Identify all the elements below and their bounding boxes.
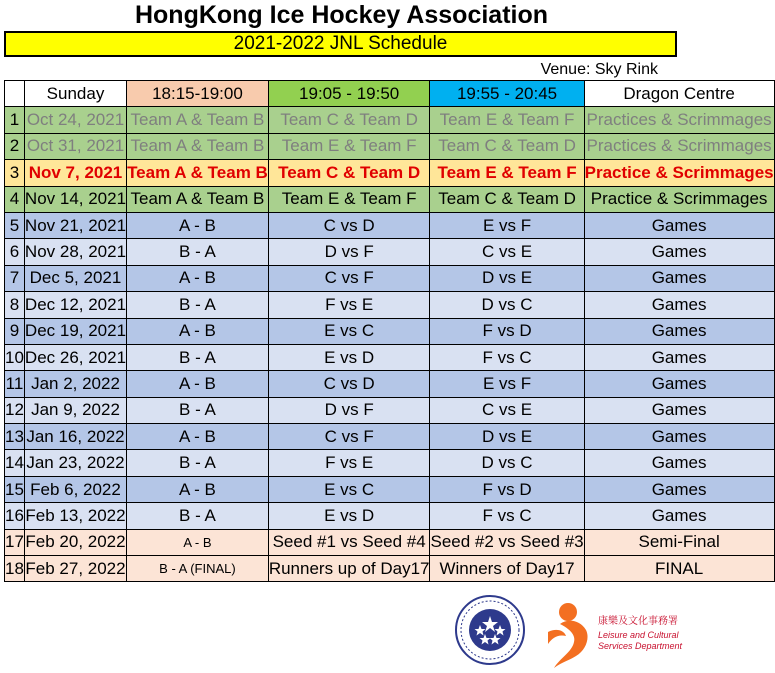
row-date: Dec 5, 2021 bbox=[24, 265, 126, 291]
header-number bbox=[5, 81, 25, 107]
schedule-row bbox=[5, 160, 775, 186]
row-date: Nov 28, 2021 bbox=[24, 239, 126, 265]
schedule-row bbox=[5, 292, 775, 318]
slot-2-cell: C vs F bbox=[268, 424, 430, 450]
row-date: Nov 21, 2021 bbox=[24, 212, 126, 238]
row-number: 4 bbox=[5, 186, 25, 212]
row-number: 15 bbox=[5, 476, 25, 502]
slot-1-cell: B - A bbox=[127, 344, 269, 370]
schedule-row bbox=[5, 371, 775, 397]
schedule-table bbox=[4, 80, 775, 582]
slot-3-cell: F vs C bbox=[430, 344, 584, 370]
schedule-row bbox=[5, 133, 775, 159]
venue-cell: Practices & Scrimmages bbox=[584, 107, 774, 133]
row-number: 7 bbox=[5, 265, 25, 291]
venue-cell: Games bbox=[584, 371, 774, 397]
schedule-row bbox=[5, 212, 775, 238]
page-title: HongKong Ice Hockey Association bbox=[134, 1, 549, 29]
row-date: Dec 19, 2021 bbox=[24, 318, 126, 344]
seal-logo-icon bbox=[456, 596, 524, 664]
slot-3-cell: Team C & Team D bbox=[430, 186, 584, 212]
row-number: 9 bbox=[5, 318, 25, 344]
row-date: Oct 24, 2021 bbox=[24, 107, 126, 133]
row-date: Jan 2, 2022 bbox=[24, 371, 126, 397]
row-number: 6 bbox=[5, 239, 25, 265]
venue-cell: FINAL bbox=[584, 556, 774, 582]
schedule-row bbox=[5, 529, 775, 555]
schedule-row bbox=[5, 503, 775, 529]
row-date: Jan 16, 2022 bbox=[24, 424, 126, 450]
row-number: 16 bbox=[5, 503, 25, 529]
slot-3-cell: F vs D bbox=[430, 318, 584, 344]
row-date: Feb 6, 2022 bbox=[24, 476, 126, 502]
slot-3-cell: D vs C bbox=[430, 292, 584, 318]
venue-cell: Games bbox=[584, 503, 774, 529]
slot-2-cell: C vs D bbox=[268, 371, 430, 397]
row-number: 8 bbox=[5, 292, 25, 318]
row-number: 14 bbox=[5, 450, 25, 476]
venue-cell: Practice & Scrimmages bbox=[584, 186, 774, 212]
schedule-row bbox=[5, 186, 775, 212]
row-number: 18 bbox=[5, 556, 25, 582]
slot-1-cell: A - B bbox=[127, 371, 269, 397]
slot-1-cell: A - B bbox=[127, 318, 269, 344]
row-date: Feb 13, 2022 bbox=[24, 503, 126, 529]
schedule-row bbox=[5, 265, 775, 291]
slot-3-cell: F vs D bbox=[430, 476, 584, 502]
venue-cell: Games bbox=[584, 424, 774, 450]
slot-2-cell: F vs E bbox=[268, 292, 430, 318]
lcsd-text-en-2: Services Department bbox=[598, 641, 683, 651]
slot-1-cell: A - B bbox=[127, 265, 269, 291]
schedule-row bbox=[5, 239, 775, 265]
slot-1-cell: A - B bbox=[127, 476, 269, 502]
slot-2-cell: Team E & Team F bbox=[268, 133, 430, 159]
row-number: 5 bbox=[5, 212, 25, 238]
slot-2-cell: Team C & Team D bbox=[268, 107, 430, 133]
venue-cell: Games bbox=[584, 344, 774, 370]
slot-3-cell: Seed #2 vs Seed #3 bbox=[430, 529, 584, 555]
slot-2-cell: E vs D bbox=[268, 344, 430, 370]
row-number: 13 bbox=[5, 424, 25, 450]
lcsd-text-en-1: Leisure and Cultural bbox=[598, 630, 679, 640]
slot-3-cell: C vs E bbox=[430, 397, 584, 423]
row-number: 11 bbox=[5, 371, 25, 397]
schedule-row bbox=[5, 344, 775, 370]
schedule-row bbox=[5, 556, 775, 582]
schedule-row bbox=[5, 397, 775, 423]
slot-3-cell: Winners of Day17 bbox=[430, 556, 584, 582]
slot-3-cell: E vs F bbox=[430, 212, 584, 238]
header-slot-1: 18:15-19:00 bbox=[127, 81, 269, 107]
slot-3-cell: Team C & Team D bbox=[430, 133, 584, 159]
slot-2-cell: Team E & Team F bbox=[268, 186, 430, 212]
row-number: 12 bbox=[5, 397, 25, 423]
slot-2-cell: Team C & Team D bbox=[268, 160, 430, 186]
row-date: Feb 20, 2022 bbox=[24, 529, 126, 555]
venue-cell: Games bbox=[584, 292, 774, 318]
row-date: Jan 23, 2022 bbox=[24, 450, 126, 476]
slot-2-cell: C vs F bbox=[268, 265, 430, 291]
lcsd-logo-icon bbox=[548, 603, 683, 668]
venue-cell: Games bbox=[584, 450, 774, 476]
venue-label: Venue: Sky Rink bbox=[540, 61, 658, 78]
venue-cell: Practice & Scrimmages bbox=[584, 160, 774, 186]
slot-1-cell: B - A bbox=[127, 292, 269, 318]
slot-1-cell: Team A & Team B bbox=[127, 160, 269, 186]
slot-2-cell: F vs E bbox=[268, 450, 430, 476]
slot-3-cell: D vs E bbox=[430, 265, 584, 291]
slot-2-cell: C vs D bbox=[268, 212, 430, 238]
slot-1-cell: Team A & Team B bbox=[127, 107, 269, 133]
slot-1-cell: A - B bbox=[127, 424, 269, 450]
schedule-row bbox=[5, 424, 775, 450]
slot-3-cell: Team E & Team F bbox=[430, 160, 584, 186]
slot-2-cell: D vs F bbox=[268, 239, 430, 265]
row-date: Oct 31, 2021 bbox=[24, 133, 126, 159]
venue-cell: Games bbox=[584, 239, 774, 265]
venue-cell: Games bbox=[584, 212, 774, 238]
header-slot-3: 19:55 - 20:45 bbox=[430, 81, 584, 107]
slot-1-cell: B - A (FINAL) bbox=[127, 556, 269, 582]
row-date: Dec 26, 2021 bbox=[24, 344, 126, 370]
slot-2-cell: E vs C bbox=[268, 476, 430, 502]
lcsd-text-cn: 康樂及文化事務署 bbox=[598, 616, 678, 627]
slot-1-cell: B - A bbox=[127, 450, 269, 476]
slot-3-cell: C vs E bbox=[430, 239, 584, 265]
slot-2-cell: Seed #1 vs Seed #4 bbox=[268, 529, 430, 555]
header-sunday: Sunday bbox=[24, 81, 126, 107]
slot-2-cell: D vs F bbox=[268, 397, 430, 423]
schedule-row bbox=[5, 476, 775, 502]
row-date: Feb 27, 2022 bbox=[24, 556, 126, 582]
schedule-row bbox=[5, 318, 775, 344]
slot-1-cell: A - B bbox=[127, 529, 269, 555]
row-date: Dec 12, 2021 bbox=[24, 292, 126, 318]
header-slot-2: 19:05 - 19:50 bbox=[268, 81, 430, 107]
slot-3-cell: D vs E bbox=[430, 424, 584, 450]
slot-1-cell: B - A bbox=[127, 397, 269, 423]
venue-cell: Games bbox=[584, 318, 774, 344]
slot-3-cell: F vs C bbox=[430, 503, 584, 529]
slot-2-cell: E vs D bbox=[268, 503, 430, 529]
slot-2-cell: Runners up of Day17 bbox=[268, 556, 430, 582]
slot-3-cell: E vs F bbox=[430, 371, 584, 397]
slot-1-cell: Team A & Team B bbox=[127, 186, 269, 212]
venue-cell: Games bbox=[584, 265, 774, 291]
slot-3-cell: D vs C bbox=[430, 450, 584, 476]
venue-cell: Games bbox=[584, 397, 774, 423]
slot-1-cell: A - B bbox=[127, 212, 269, 238]
schedule-row bbox=[5, 450, 775, 476]
slot-1-cell: B - A bbox=[127, 503, 269, 529]
row-date: Nov 14, 2021 bbox=[24, 186, 126, 212]
slot-2-cell: E vs C bbox=[268, 318, 430, 344]
slot-1-cell: B - A bbox=[127, 239, 269, 265]
schedule-subtitle: 2021-2022 JNL Schedule bbox=[4, 31, 677, 57]
row-date: Jan 9, 2022 bbox=[24, 397, 126, 423]
slot-3-cell: Team E & Team F bbox=[430, 107, 584, 133]
logos bbox=[440, 592, 683, 670]
row-number: 1 bbox=[5, 107, 25, 133]
venue-cell: Practices & Scrimmages bbox=[584, 133, 774, 159]
header-row bbox=[5, 81, 775, 107]
row-date: Nov 7, 2021 bbox=[24, 160, 126, 186]
slot-1-cell: Team A & Team B bbox=[127, 133, 269, 159]
venue-cell: Semi-Final bbox=[584, 529, 774, 555]
row-number: 2 bbox=[5, 133, 25, 159]
row-number: 3 bbox=[5, 160, 25, 186]
row-number: 17 bbox=[5, 529, 25, 555]
schedule-row bbox=[5, 107, 775, 133]
venue-cell: Games bbox=[584, 476, 774, 502]
row-number: 10 bbox=[5, 344, 25, 370]
header-venue: Dragon Centre bbox=[584, 81, 774, 107]
